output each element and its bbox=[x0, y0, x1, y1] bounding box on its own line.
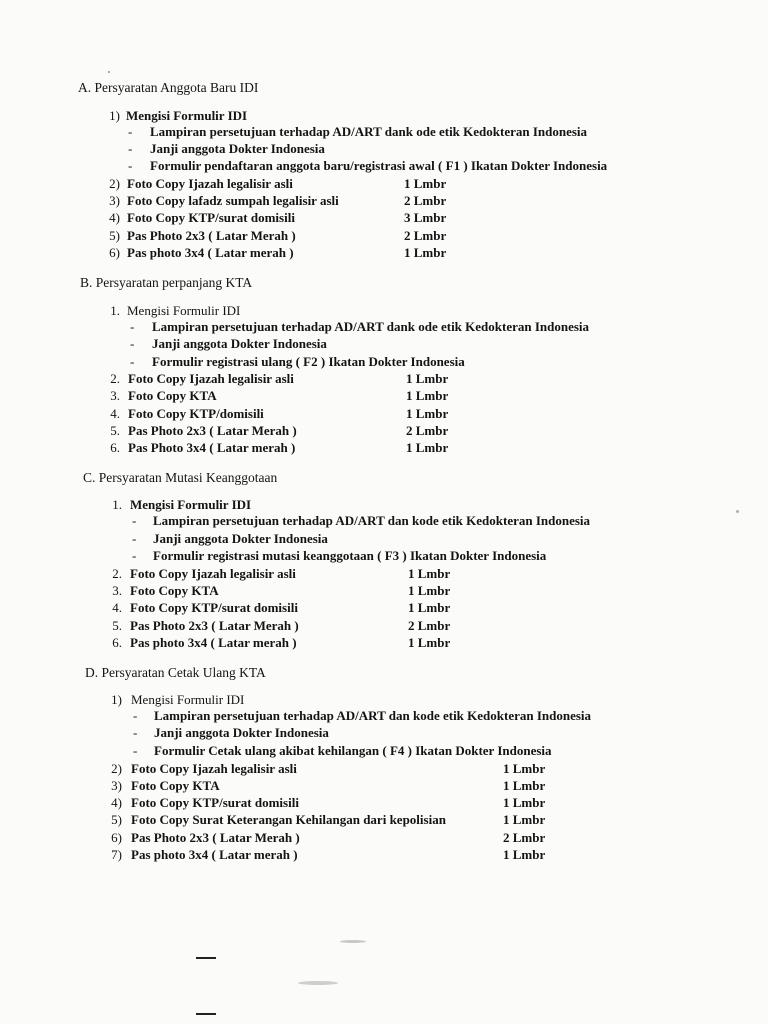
sub-item-text: Lampiran persetujuan terhadap AD/ART dank ode etik Kedokteran Indonesia bbox=[150, 124, 588, 139]
item-number: 1) bbox=[109, 108, 120, 123]
sub-item-text: Janji anggota Dokter Indonesia bbox=[154, 725, 329, 740]
item-number: 2. bbox=[112, 566, 122, 581]
sub-item-text: Janji anggota Dokter Indonesia bbox=[152, 336, 327, 351]
item-quantity: 1 Lmbr bbox=[404, 245, 447, 260]
item-number: 2. bbox=[110, 371, 120, 386]
item-number: 2) bbox=[109, 176, 120, 191]
scan-mark bbox=[196, 957, 216, 959]
section-title: D. Persyaratan Cetak Ulang KTA bbox=[85, 665, 266, 680]
item-text: Mengisi Formulir IDI bbox=[126, 108, 248, 123]
item-text: Foto Copy KTA bbox=[131, 778, 220, 793]
sub-item-text: Janji anggota Dokter Indonesia bbox=[150, 141, 325, 156]
dash-marker: - bbox=[133, 743, 138, 758]
dash-marker: - bbox=[128, 124, 133, 139]
item-text: Pas Photo 2x3 ( Latar Merah ) bbox=[127, 228, 296, 243]
sub-item-text: Janji anggota Dokter Indonesia bbox=[153, 531, 328, 546]
item-text: Foto Copy KTP/surat domisili bbox=[131, 795, 299, 810]
item-text: Foto Copy KTP/surat domisili bbox=[127, 210, 295, 225]
item-quantity: 1 Lmbr bbox=[408, 566, 451, 581]
item-quantity: 3 Lmbr bbox=[404, 210, 447, 225]
item-number: 3. bbox=[110, 388, 120, 403]
item-text: Pas Photo 2x3 ( Latar Merah ) bbox=[128, 423, 297, 438]
item-quantity: 2 Lmbr bbox=[404, 228, 447, 243]
item-text: Foto Copy KTP/domisili bbox=[128, 406, 264, 421]
item-quantity: 1 Lmbr bbox=[408, 583, 451, 598]
item-number: 6. bbox=[110, 440, 120, 455]
item-quantity: 1 Lmbr bbox=[406, 371, 449, 386]
scan-speck bbox=[298, 981, 338, 985]
sub-item-text: Formulir registrasi mutasi keanggotaan ( F3 ) Ikatan Dokter Indonesia bbox=[153, 548, 547, 563]
item-quantity: 1 Lmbr bbox=[503, 812, 546, 827]
item-quantity: 1 Lmbr bbox=[404, 176, 447, 191]
sub-item-text: Formulir Cetak ulang akibat kehilangan ( F4 ) Ikatan Dokter Indonesia bbox=[154, 743, 552, 758]
item-text: Mengisi Formulir IDI bbox=[130, 497, 252, 512]
item-number: 2) bbox=[111, 761, 122, 776]
item-number: 4) bbox=[111, 795, 122, 810]
item-number: 6. bbox=[112, 635, 122, 650]
item-number: 1. bbox=[112, 497, 122, 512]
item-number: 7) bbox=[111, 847, 122, 862]
sub-item-text: Lampiran persetujuan terhadap AD/ART dan kode etik Kedokteran Indonesia bbox=[153, 513, 591, 528]
item-number: 4) bbox=[109, 210, 120, 225]
section-title: A. Persyaratan Anggota Baru IDI bbox=[78, 80, 259, 95]
item-quantity: 1 Lmbr bbox=[406, 388, 449, 403]
sub-item-text: Lampiran persetujuan terhadap AD/ART dank ode etik Kedokteran Indonesia bbox=[152, 319, 590, 334]
dash-marker: - bbox=[132, 513, 137, 528]
dash-marker: - bbox=[130, 336, 135, 351]
item-text: Mengisi Formulir IDI bbox=[131, 692, 245, 707]
item-number: 6) bbox=[109, 245, 120, 260]
item-text: Pas Photo 2x3 ( Latar Merah ) bbox=[130, 618, 299, 633]
item-text: Pas photo 3x4 ( Latar merah ) bbox=[131, 847, 298, 862]
scan-speck bbox=[108, 71, 110, 73]
dash-marker: - bbox=[132, 531, 137, 546]
item-text: Foto Copy Surat Keterangan Kehilangan dari kepolisian bbox=[131, 812, 446, 827]
sub-item-text: Formulir registrasi ulang ( F2 ) Ikatan Dokter Indonesia bbox=[152, 354, 465, 369]
item-text: Pas photo 3x4 ( Latar merah ) bbox=[130, 635, 297, 650]
item-quantity: 2 Lmbr bbox=[503, 830, 546, 845]
sub-item-text: Lampiran persetujuan terhadap AD/ART dan kode etik Kedokteran Indonesia bbox=[154, 708, 592, 723]
item-number: 3) bbox=[109, 193, 120, 208]
item-number: 4. bbox=[112, 600, 122, 615]
item-number: 5. bbox=[110, 423, 120, 438]
item-text: Foto Copy Ijazah legalisir asli bbox=[128, 371, 294, 386]
section-title: C. Persyaratan Mutasi Keanggotaan bbox=[83, 470, 278, 485]
item-text: Foto Copy Ijazah legalisir asli bbox=[131, 761, 297, 776]
item-text: Foto Copy Ijazah legalisir asli bbox=[130, 566, 296, 581]
item-text: Foto Copy KTA bbox=[128, 388, 217, 403]
dash-marker: - bbox=[132, 548, 137, 563]
dash-marker: - bbox=[128, 141, 133, 156]
item-quantity: 1 Lmbr bbox=[503, 761, 546, 776]
item-quantity: 2 Lmbr bbox=[406, 423, 449, 438]
item-quantity: 1 Lmbr bbox=[406, 440, 449, 455]
item-quantity: 1 Lmbr bbox=[408, 635, 451, 650]
item-quantity: 2 Lmbr bbox=[404, 193, 447, 208]
item-quantity: 1 Lmbr bbox=[503, 847, 546, 862]
item-number: 1) bbox=[111, 692, 122, 707]
item-number: 5. bbox=[112, 618, 122, 633]
item-text: Foto Copy KTA bbox=[130, 583, 219, 598]
item-number: 3. bbox=[112, 583, 122, 598]
item-number: 6) bbox=[111, 830, 122, 845]
item-quantity: 1 Lmbr bbox=[503, 778, 546, 793]
dash-marker: - bbox=[130, 319, 135, 334]
item-text: Pas Photo 2x3 ( Latar Merah ) bbox=[131, 830, 300, 845]
dash-marker: - bbox=[133, 725, 138, 740]
sub-item-text: Formulir pendaftaran anggota baru/registrasi awal ( F1 ) Ikatan Dokter Indonesia bbox=[150, 158, 608, 173]
section-title: B. Persyaratan perpanjang KTA bbox=[80, 275, 253, 290]
item-text: Pas Photo 3x4 ( Latar merah ) bbox=[128, 440, 296, 455]
scan-speck bbox=[736, 510, 739, 513]
item-text: Foto Copy lafadz sumpah legalisir asli bbox=[127, 193, 339, 208]
item-number: 5) bbox=[109, 228, 120, 243]
dash-marker: - bbox=[130, 354, 135, 369]
dash-marker: - bbox=[133, 708, 138, 723]
item-quantity: 1 Lmbr bbox=[408, 600, 451, 615]
scan-speck bbox=[340, 940, 366, 943]
item-number: 5) bbox=[111, 812, 122, 827]
item-text: Foto Copy KTP/surat domisili bbox=[130, 600, 298, 615]
item-number: 3) bbox=[111, 778, 122, 793]
item-text: Pas photo 3x4 ( Latar merah ) bbox=[127, 245, 294, 260]
item-number: 1. bbox=[110, 303, 120, 318]
item-quantity: 1 Lmbr bbox=[406, 406, 449, 421]
item-text: Mengisi Formulir IDI bbox=[127, 303, 241, 318]
item-quantity: 2 Lmbr bbox=[408, 618, 451, 633]
dash-marker: - bbox=[128, 158, 133, 173]
item-text: Foto Copy Ijazah legalisir asli bbox=[127, 176, 293, 191]
item-quantity: 1 Lmbr bbox=[503, 795, 546, 810]
scan-mark bbox=[196, 1013, 216, 1015]
item-number: 4. bbox=[110, 406, 120, 421]
